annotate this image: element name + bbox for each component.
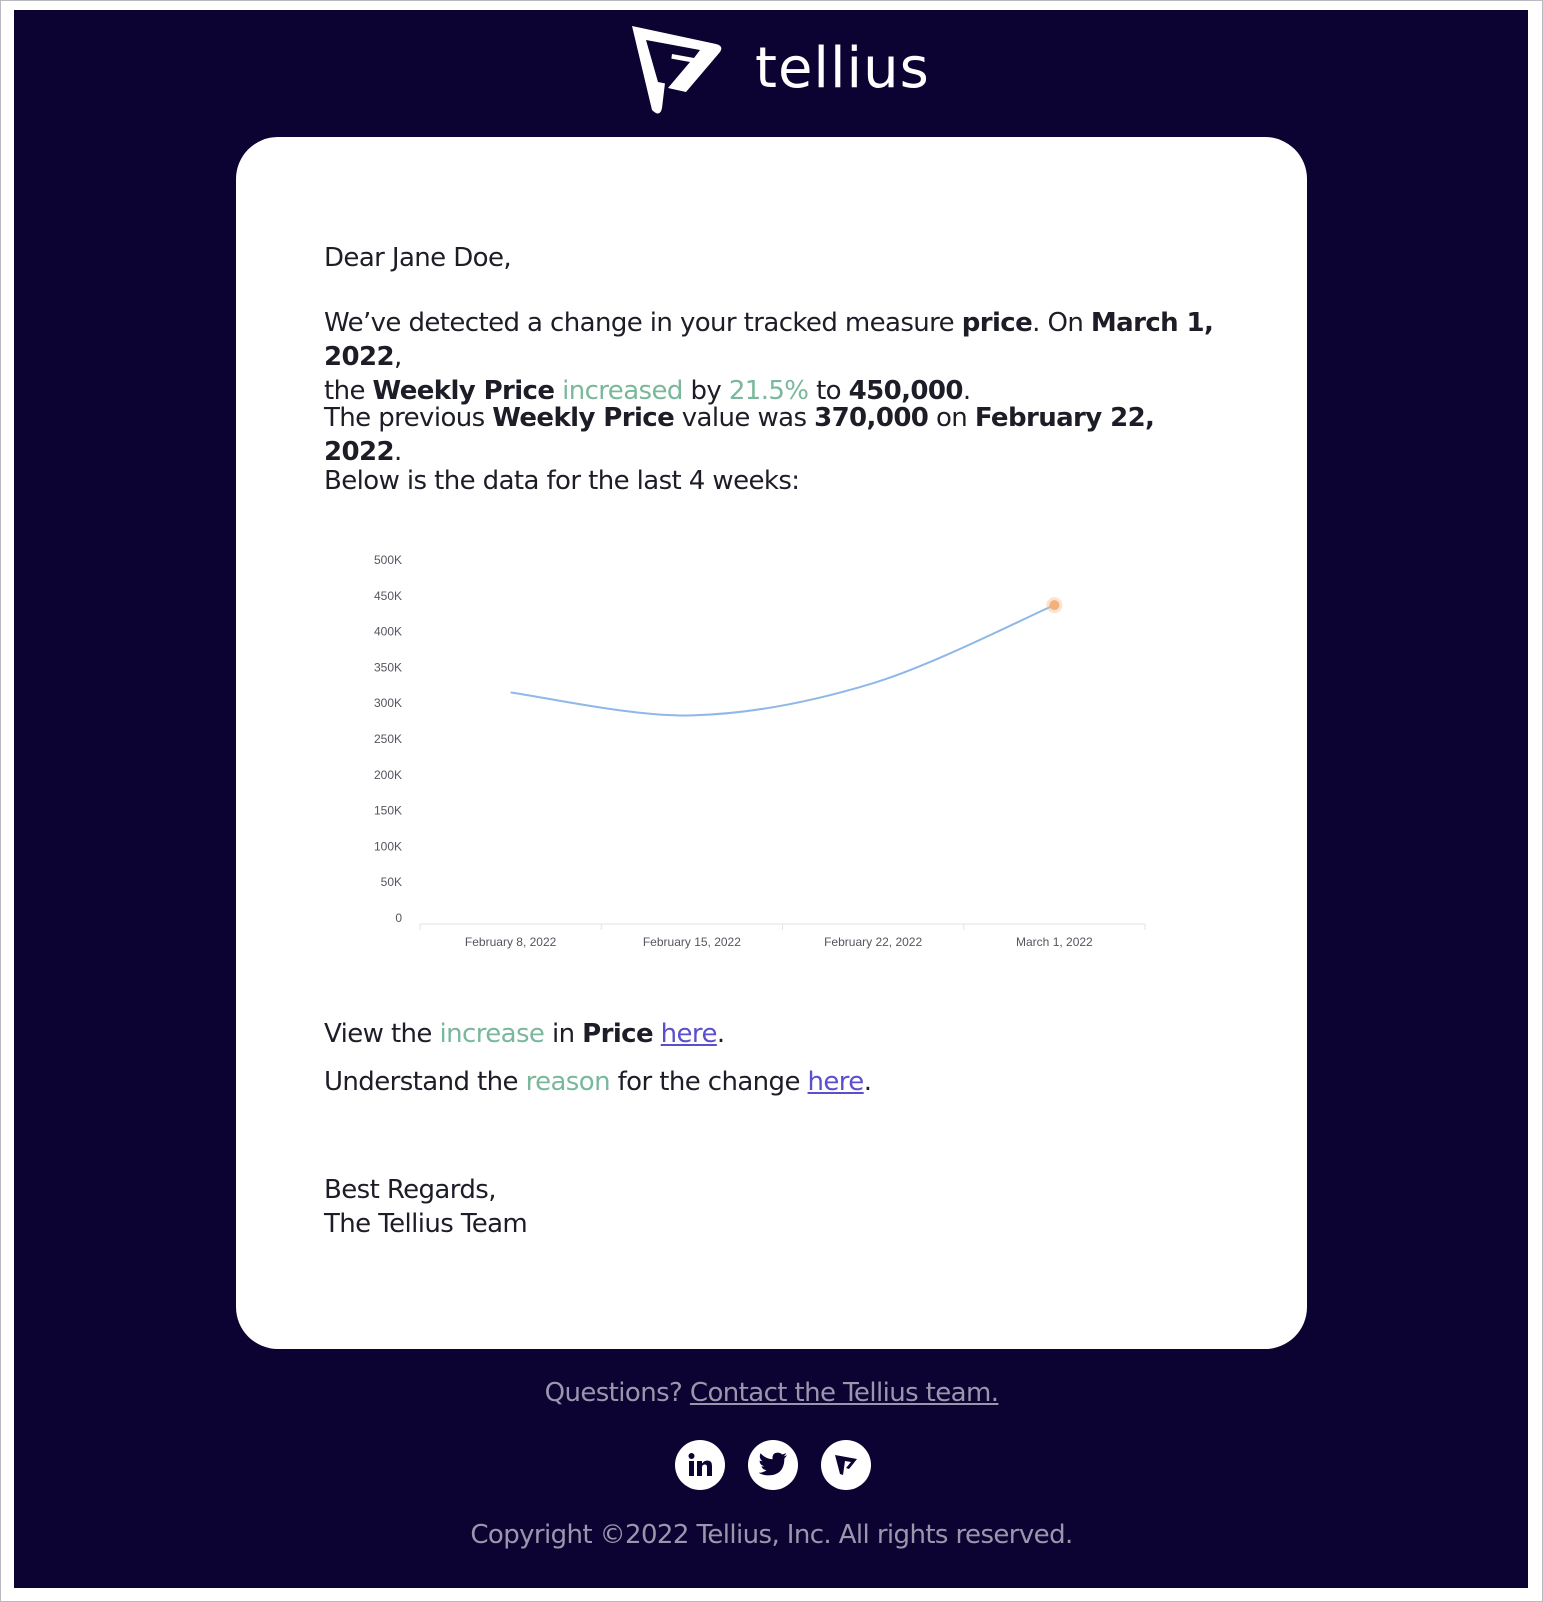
y-tick-label: 50K (380, 875, 402, 890)
p1-text-2: . On (1032, 308, 1091, 338)
tellius-button[interactable] (821, 1440, 871, 1490)
signoff-regards: Best Regards, (324, 1175, 496, 1205)
view-increase-line (324, 1017, 1224, 1051)
contact-link[interactable]: Contact the Tellius team. (689, 1378, 999, 1408)
change-direction: increased (562, 376, 683, 406)
view-text-4: . (716, 1019, 725, 1049)
brand-wordmark: tellius (755, 36, 930, 101)
previous-value: 370,000 (814, 403, 929, 433)
understand-text-1: Understand the (324, 1067, 526, 1097)
p1-text-4: the (324, 376, 373, 406)
highlight-data-point (1049, 600, 1059, 610)
y-tick-label: 0 (395, 911, 402, 925)
previous-metric-name: Weekly Price (492, 403, 675, 433)
copyright-text: Copyright ©2022 Tellius, Inc. All rights reserved. (470, 1520, 1073, 1550)
view-word: increase (439, 1019, 545, 1049)
x-tick-label: March 1, 2022 (1016, 935, 1093, 949)
y-tick-label: 400K (373, 624, 402, 639)
y-tick-label: 200K (373, 767, 402, 782)
twitter-button[interactable] (748, 1440, 798, 1490)
p2-text-1: The previous (324, 403, 493, 433)
y-tick-label: 300K (373, 696, 402, 711)
x-tick-label: February 15, 2022 (642, 935, 741, 949)
y-tick-label: 450K (373, 588, 402, 603)
understand-word: reason (525, 1067, 610, 1097)
p2-text-4: . (393, 437, 402, 467)
greeting: Dear Jane Doe, (324, 243, 512, 273)
p1-text-8: . (962, 376, 971, 406)
understand-reason-line (324, 1065, 1224, 1099)
twitter-icon (758, 1452, 788, 1478)
y-tick-label: 350K (373, 660, 402, 675)
x-tick-label: February 8, 2022 (464, 935, 557, 949)
data-intro: Below is the data for the last 4 weeks: (324, 466, 800, 496)
y-tick-label: 500K (373, 553, 402, 567)
y-tick-label: 250K (373, 732, 402, 746)
signoff-team: The Tellius Team (324, 1209, 528, 1239)
weekly-price-chart (350, 540, 1180, 960)
p1-text-6: by (682, 376, 729, 406)
tracked-measure: price (961, 308, 1033, 338)
footer-questions (0, 1378, 1543, 1408)
view-text-1: View the (324, 1019, 440, 1049)
p1-text-3: , (393, 342, 402, 372)
understand-text-2: for the change (609, 1067, 808, 1097)
price-series-line (511, 605, 1055, 715)
previous-paragraph (324, 401, 1224, 469)
change-percent: 21.5% (728, 376, 809, 406)
linkedin-icon (686, 1451, 714, 1479)
understand-reason-link[interactable]: here (807, 1067, 864, 1097)
p2-text-3: on (928, 403, 975, 433)
previous-date: February 22, 2022 (324, 403, 1155, 467)
view-measure: Price (582, 1019, 653, 1049)
questions-text: Questions? (544, 1378, 690, 1408)
y-tick-label: 100K (373, 839, 402, 854)
p1-text-1: We’ve detected a change in your tracked measure (324, 308, 962, 338)
p1-text-7: to (808, 376, 849, 406)
tellius-icon (832, 1451, 860, 1479)
y-tick-label: 150K (373, 803, 402, 818)
change-paragraph (324, 306, 1224, 408)
linkedin-button[interactable] (675, 1440, 725, 1490)
view-text-2: in (544, 1019, 583, 1049)
metric-name: Weekly Price (372, 376, 555, 406)
change-date: March 1, 2022 (324, 308, 1214, 372)
understand-text-3: . (863, 1067, 872, 1097)
view-increase-link[interactable]: here (660, 1019, 717, 1049)
p2-text-2: value was (674, 403, 815, 433)
view-text-3 (653, 1019, 661, 1049)
new-value: 450,000 (848, 376, 963, 406)
x-tick-label: February 22, 2022 (824, 935, 923, 949)
